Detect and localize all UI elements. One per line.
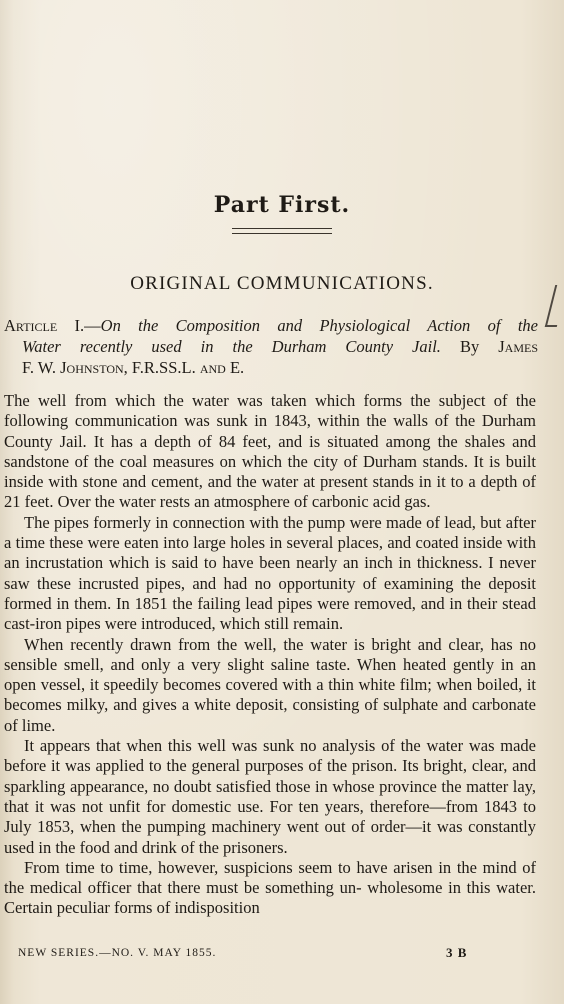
article-title-line-1: Article I.—On the Composition and Physiological Action of the	[4, 316, 538, 335]
article-by: By	[459, 337, 480, 356]
author-line: F. W. Johnston, F.R.SS.L. and E.	[22, 358, 245, 377]
article-label: Article I.	[4, 316, 85, 335]
paragraph: The pipes formerly in connection with the pump were made of lead, but after a time these were eaten into large holes in several places, and coated inside with an incrustation which is said to have been nearly an inch in thickness. I never saw these incrusted pipes, and had no opportunity of examining the deposit formed in them. In 1851 the failing lead pipes were removed, and in their stead cast-iron pipes were introduced, which still remain.	[4, 512, 536, 634]
double-rule-divider	[232, 228, 332, 234]
paragraph: From time to time, however, suspicions seem to have arisen in the mind of the medical officer that there must be something un- wholesome in this water. Certain peculiar forms of indisposition	[4, 857, 536, 918]
article-heading	[4, 315, 538, 378]
paragraph: When recently drawn from the well, the water is bright and clear, has no sensible smell, and only a very slight saline taste. When heated gently in an open vessel, it speedily becomes covered with a thin white film; when boiled, it becomes milky, and gives a white deposit, consisting of sulphate and carbonate of lime.	[4, 634, 536, 735]
part-title: Part First.	[213, 192, 351, 218]
section-heading: ORIGINAL COMMUNICATIONS.	[130, 273, 434, 294]
article-title-part-1: On the Composition and Physiological Action of the	[100, 316, 538, 335]
paragraph: It appears that when this well was sunk no analysis of the water was made before it was applied to the general purposes of the prison. Its bright, clear, and sparkling appearance, no doubt satisfied those in whose province the matter lay, that it was not unfit for domestic use. For ten years, therefore—from 1843 to July 1853, when the pumping machinery went out of order—it was constantly used in the food and drink of the prisoners.	[4, 736, 536, 857]
article-body	[4, 391, 536, 919]
article-title-part-2: Water recently used in the Durham County Jail.	[22, 337, 441, 356]
author-first-name: James	[498, 337, 539, 356]
article-title-line-2	[4, 336, 538, 357]
footer-series: NEW SERIES.—NO. V. MAY 1855.	[18, 947, 217, 959]
paragraph: The well from which the water was taken which forms the subject of the following communication was sunk in 1843, within the walls of the Durham County Jail. It has a depth of 84 feet, and is situated among the shales and sandstone of the coal measures on which the city of Durham stands. It is built inside with stone and cement, and the water at present stands in it to a depth of 21 feet. Over the water rests an atmosphere of carbonic acid gas.	[4, 391, 536, 512]
footer-signature: 3 B	[446, 945, 468, 960]
